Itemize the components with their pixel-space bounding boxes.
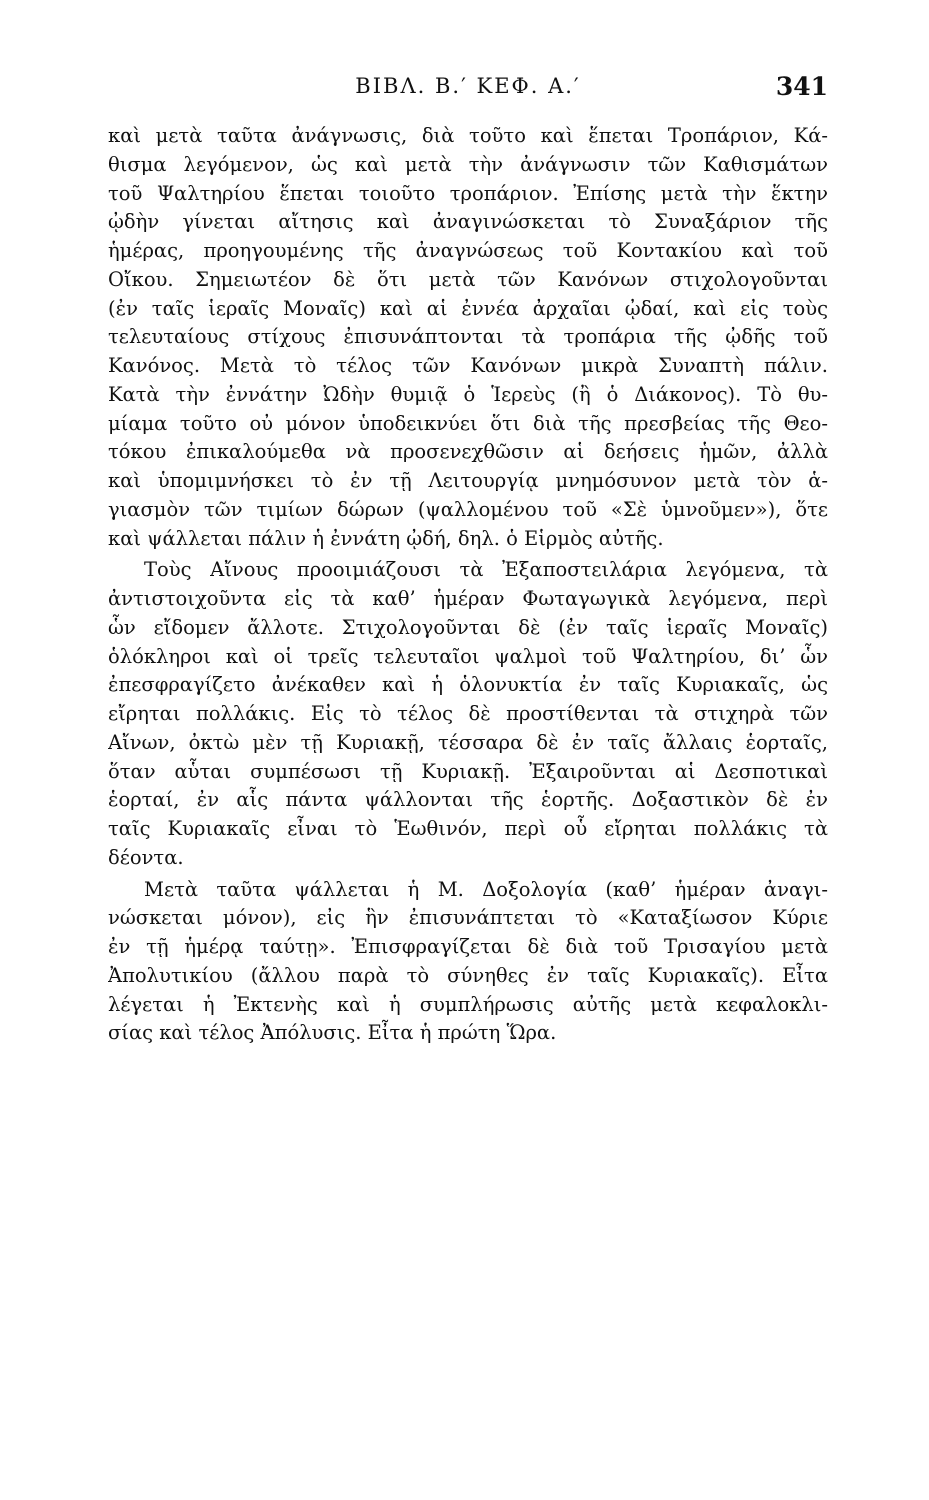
page-header bbox=[108, 74, 828, 108]
text-line: σίας καὶ τέλος Ἀπόλυσις. Εἶτα ἡ πρώτη Ὥρα. bbox=[108, 1021, 557, 1045]
text-line: Αἴνων, ὀκτὼ μὲν τῇ Κυριακῇ, τέσσαρα δὲ ἐν ταῖς ἄλλαις ἑορταῖς, bbox=[108, 730, 828, 754]
text-line: ταῖς Κυριακαῖς εἶναι τὸ Ἑωθινόν, περὶ οὗ εἴρηται πολλάκις τὰ bbox=[108, 817, 828, 840]
running-head: ΒΙΒΛ. Β.′ ΚΕΦ. Α.′ bbox=[355, 74, 581, 98]
paragraph bbox=[108, 556, 828, 872]
text-line: ᾠδὴν γίνεται αἴτησις καὶ ἀναγινώσκεται τὸ Συναξάριον τῆς bbox=[108, 210, 828, 234]
text-line: δέοντα. bbox=[108, 845, 184, 869]
text-line: θισμα λεγόμενον, ὡς καὶ μετὰ τὴν ἀνάγνωσιν τῶν Καθισμάτων bbox=[108, 152, 828, 176]
text-line: Τοὺς Αἴνους προοιμιάζουσι τὰ Ἐξαποστειλάρια λεγόμενα, τὰ bbox=[144, 558, 828, 582]
page-number: 341 bbox=[775, 72, 828, 101]
text-line: ὅταν αὗται συμπέσωσι τῇ Κυριακῇ. Ἐξαιροῦνται αἱ Δεσποτικαὶ bbox=[108, 759, 828, 783]
text-line: εἴρηται πολλάκις. Εἰς τὸ τέλος δὲ προστίθενται τὰ στιχηρὰ τῶν bbox=[108, 702, 828, 725]
text-line: τοῦ Ψαλτηρίου ἕπεται τοιοῦτο τροπάριον. Ἐπίσης μετὰ τὴν ἕκτην bbox=[108, 181, 828, 205]
text-line: Μετὰ ταῦτα ψάλλεται ἡ Μ. Δοξολογία (καθ’ ἡμέραν ἀναγι- bbox=[144, 877, 828, 901]
text-line: καὶ ὑπομιμνήσκει τὸ ἐν τῇ Λειτουργίᾳ μνημόσυνον μετὰ τὸν ἁ- bbox=[108, 469, 828, 492]
text-line: Κανόνος. Μετὰ τὸ τέλος τῶν Κανόνων μικρὰ Συναπτὴ πάλιν. bbox=[108, 354, 828, 377]
paragraph bbox=[108, 122, 828, 553]
text-line: γιασμὸν τῶν τιμίων δώρων (ψαλλομένου τοῦ «Σὲ ὑμνοῦμεν»), ὅτε bbox=[108, 497, 828, 521]
text-line: καὶ μετὰ ταῦτα ἀνάγνωσις, διὰ τοῦτο καὶ ἕπεται Τροπάριον, Κά- bbox=[108, 124, 828, 147]
text-line: ὁλόκληροι καὶ οἱ τρεῖς τελευταῖοι ψαλμοὶ τοῦ Ψαλτηρίου, δι’ ὧν bbox=[108, 644, 828, 668]
text-line: Κατὰ τὴν ἐννάτην Ὠδὴν θυμιᾷ ὁ Ἱερεὺς (ἢ ὁ Διάκονος). Τὸ θυ- bbox=[108, 382, 828, 406]
text-line: (ἐν ταῖς ἱεραῖς Μοναῖς) καὶ αἱ ἐννέα ἀρχαῖαι ᾠδαί, καὶ εἰς τοὺς bbox=[108, 296, 828, 320]
text-line: Ἀπολυτικίου (ἄλλου παρὰ τὸ σύνηθες ἐν ταῖς Κυριακαῖς). Εἶτα bbox=[108, 963, 828, 987]
paragraph bbox=[108, 876, 828, 1049]
text-line: ὧν εἴδομεν ἄλλοτε. Στιχολογοῦνται δὲ (ἐν ταῖς ἱεραῖς Μοναῖς) bbox=[108, 615, 828, 639]
text-line: ἑορταί, ἐν αἷς πάντα ψάλλονται τῆς ἑορτῆς. Δοξαστικὸν δὲ ἐν bbox=[108, 788, 828, 812]
text-line: τελευταίους στίχους ἐπισυνάπτονται τὰ τροπάρια τῆς ᾠδῆς τοῦ bbox=[108, 325, 828, 349]
text-line: λέγεται ἡ Ἐκτενὴς καὶ ἡ συμπλήρωσις αὐτῆς μετὰ κεφαλοκλι- bbox=[108, 992, 828, 1016]
body-text bbox=[108, 122, 828, 1048]
text-line: Οἴκου. Σημειωτέον δὲ ὅτι μετὰ τῶν Κανόνων στιχολογοῦνται bbox=[108, 267, 828, 291]
text-line: ἐν τῇ ἡμέρᾳ ταύτῃ». Ἐπισφραγίζεται δὲ διὰ τοῦ Τρισαγίου μετὰ bbox=[108, 935, 828, 958]
text-line: τόκου ἐπικαλούμεθα νὰ προσενεχθῶσιν αἱ δεήσεις ἡμῶν, ἀλλὰ bbox=[108, 440, 828, 464]
text-line: καὶ ψάλλεται πάλιν ἡ ἐννάτη ᾠδή, δηλ. ὁ Εἱρμὸς αὐτῆς. bbox=[108, 526, 664, 550]
text-line: ἡμέρας, προηγουμένης τῆς ἀναγνώσεως τοῦ Κοντακίου καὶ τοῦ bbox=[108, 239, 828, 262]
text-line: ἀντιστοιχοῦντα εἰς τὰ καθ’ ἡμέραν Φωταγωγικὰ λεγόμενα, περὶ bbox=[108, 587, 828, 610]
text-line: μίαμα τοῦτο οὐ μόνον ὑποδεικνύει ὅτι διὰ τῆς πρεσβείας τῆς Θεο- bbox=[108, 411, 828, 435]
text-line: νώσκεται μόνον), εἰς ἣν ἐπισυνάπτεται τὸ «Καταξίωσον Κύριε bbox=[108, 906, 828, 930]
text-line: ἐπεσφραγίζετο ἀνέκαθεν καὶ ἡ ὁλονυκτία ἐν ταῖς Κυριακαῖς, ὡς bbox=[108, 673, 828, 697]
